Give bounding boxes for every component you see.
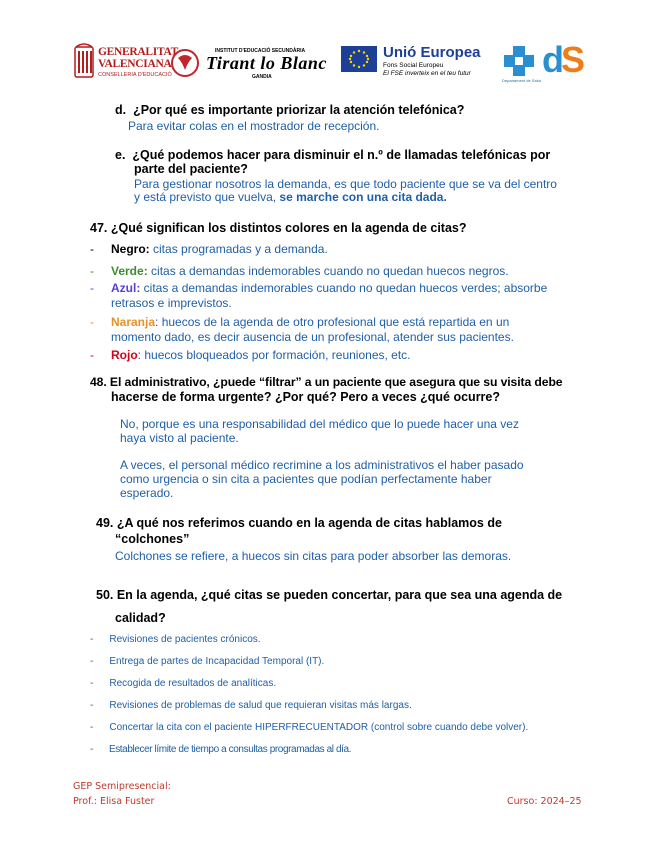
answer-e-line2b: se marche con una cita dada.	[279, 190, 447, 204]
health-cross-icon	[502, 44, 536, 78]
color-rojo-row	[111, 348, 411, 362]
list-item: - Entrega de partes de Incapacidad Temporal (IT).	[90, 656, 325, 667]
color-rojo-label: Rojo	[111, 348, 138, 362]
color-negro-row	[111, 242, 328, 256]
color-naranja-text-line2: momento dado, es decir ausencia de un profesional, atender sus pacientes.	[111, 330, 514, 344]
color-negro-label: Negro:	[111, 242, 150, 256]
footer-year: Curso: 2024–25	[507, 796, 582, 807]
union-europea-logo	[341, 42, 501, 84]
answer-d: Para evitar colas en el mostrador de recepción.	[128, 119, 380, 133]
color-naranja-row	[111, 315, 509, 329]
answer-e-line1: Para gestionar nosotros la demanda, es que todo paciente que se va del centro	[134, 177, 557, 191]
dash: -	[90, 264, 94, 278]
eu-flag-icon	[341, 46, 377, 72]
list-item: - Recogida de resultados de analíticas.	[90, 678, 277, 689]
list-item: - Revisiones de pacientes crónicos.	[90, 634, 261, 645]
tirant-emblem-icon	[170, 48, 200, 78]
question-49-line1: 49. ¿A qué nos referimos cuando en la agenda de citas hablamos de	[96, 516, 502, 530]
question-d-letter: d.	[115, 103, 127, 117]
question-48-line2: hacerse de forma urgente? ¿Por qué? Pero a veces ¿qué ocurre?	[111, 390, 501, 404]
answer-48-p2-line3: esperado.	[120, 486, 174, 500]
list-item-text: Revisiones de pacientes crónicos.	[109, 634, 261, 645]
tlb-top: INSTITUT D'EDUCACIÓ SECUNDÀRIA	[215, 48, 306, 54]
question-e	[115, 148, 550, 163]
color-rojo-text: : huecos bloqueados por formación, reuniones, etc.	[137, 348, 411, 362]
dash: -	[90, 281, 94, 295]
tlb-city: GANDIA	[252, 74, 272, 80]
list-item-text: Entrega de partes de Incapacidad Temporal (IT).	[109, 656, 325, 667]
question-e-letter: e.	[115, 148, 126, 162]
departament-salut-logo	[502, 39, 597, 84]
list-item: - Revisiones de problemas de salud que requieran visitas más largas.	[90, 700, 412, 711]
answer-48-p1-line1: No, porque es una responsabilidad del médico que lo puede hacer una vez	[120, 417, 519, 431]
question-e-text-line1: ¿Qué podemos hacer para disminuir el n.º de llamadas telefónicas por	[132, 148, 551, 162]
color-azul-text-line2: retrasos e imprevistos.	[111, 296, 232, 310]
gv-line2: VALENCIANA	[98, 58, 172, 70]
tirant-lo-blanc-logo	[170, 42, 330, 84]
answer-49: Colchones se refiere, a huecos sin citas para poder absorber las demoras.	[115, 549, 512, 563]
dash: -	[90, 242, 94, 256]
list-item: - Concertar la cita con el paciente HIPERFRECUENTADOR (control sobre cuando debe volver).	[90, 722, 529, 733]
tlb-name: Tirant lo Blanc	[206, 53, 327, 73]
color-item-negro	[90, 242, 94, 256]
answer-e-line2	[134, 190, 447, 204]
answer-48-p1-line2: haya visto al paciente.	[120, 431, 239, 445]
generalitat-crest-icon	[73, 43, 95, 83]
footer-teacher: Prof.: Elisa Fuster	[73, 796, 155, 807]
question-48-line1: 48. El administrativo, ¿puede “filtrar” a un paciente que asegura que su visita debe	[90, 375, 563, 389]
footer-course: GEP Semipresencial:	[73, 781, 171, 792]
question-50-line2: calidad?	[115, 611, 166, 625]
dash: -	[90, 315, 94, 329]
list-item-text: Recogida de resultados de analíticas.	[109, 678, 277, 689]
color-verde-text: citas a demandas indemorables cuando no quedan huecos negros.	[151, 264, 509, 278]
answer-48-p2-line1: A veces, el personal médico recrimine a los administrativos el haber pasado	[120, 458, 524, 472]
question-d-text: ¿Por qué es importante priorizar la atención telefónica?	[133, 103, 465, 117]
answer-e-line2a: y está previsto que vuelva,	[134, 190, 277, 204]
list-item-text: Establecer límite de tiempo a consultas programadas al día.	[108, 744, 352, 755]
color-azul-label: Azul:	[111, 281, 141, 295]
eu-line1: Fons Social Europeu	[383, 62, 444, 69]
ds-mark: dS	[542, 39, 583, 80]
question-50-line1: 50. En la agenda, ¿qué citas se pueden concertar, para que sea una agenda de	[96, 588, 563, 602]
color-azul-text: citas a demandas indemorables cuando no quedan huecos verdes; absorbe	[143, 281, 548, 295]
dash: -	[90, 348, 94, 362]
color-azul-row	[111, 281, 547, 295]
list-item: - Establecer límite de tiempo a consultas programadas al día.	[90, 744, 352, 755]
generalitat-logo	[73, 42, 178, 84]
gv-line1: GENERALITAT	[98, 46, 178, 58]
color-verde-label: Verde:	[111, 264, 148, 278]
answer-48-p2-line2: como urgencia o sin cita a pacientes que podían perfectamente haber	[120, 472, 492, 486]
question-47: 47. ¿Qué significan los distintos colores en la agenda de citas?	[90, 221, 467, 235]
gv-line3: CONSELLERIA D'EDUCACIÓ	[98, 72, 172, 78]
list-item-text: Revisiones de problemas de salud que requieran visitas más largas.	[109, 700, 412, 711]
question-49-line2: “colchones”	[115, 532, 190, 546]
ds-label: Departament de Salut	[502, 78, 541, 83]
eu-title: Unió Europea	[383, 44, 481, 61]
color-naranja-label: Naranja	[111, 315, 156, 329]
color-naranja-text: : huecos de la agenda de otro profesional que está repartida en un	[155, 315, 510, 329]
eu-line2: El FSE inverteix en el teu futur	[383, 70, 471, 77]
color-negro-text: citas programadas y a demanda.	[153, 242, 328, 256]
question-e-text-line2: parte del paciente?	[134, 162, 248, 176]
question-d	[115, 103, 464, 118]
list-item-text: Concertar la cita con el paciente HIPERFRECUENTADOR (control sobre cuando debe volver).	[109, 722, 529, 733]
color-verde-row	[111, 264, 509, 278]
